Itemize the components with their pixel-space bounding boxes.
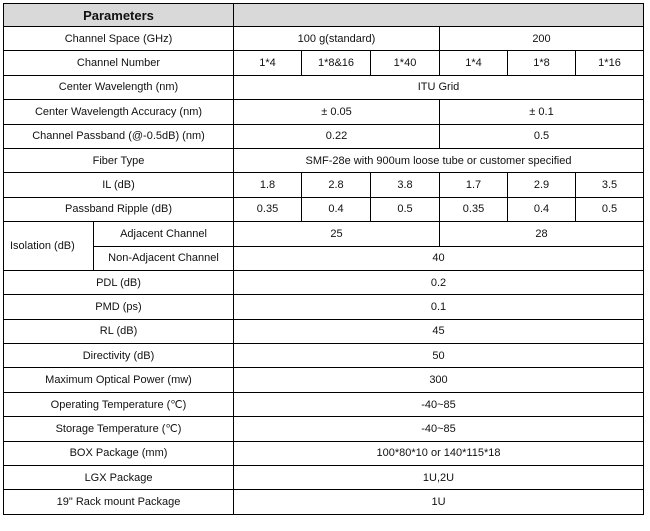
cell-value: 1U,2U xyxy=(234,466,644,490)
row-label: BOX Package (mm) xyxy=(4,441,234,465)
cell-value: 0.4 xyxy=(302,197,371,221)
row-label: 19" Rack mount Package xyxy=(4,490,234,514)
cell-value: 45 xyxy=(234,319,644,343)
table-row xyxy=(4,173,644,197)
cell-value: 2.9 xyxy=(508,173,576,197)
cell-value: 40 xyxy=(234,246,644,270)
row-label: Storage Temperature (℃) xyxy=(4,417,234,441)
table-row xyxy=(4,27,644,51)
table-row xyxy=(4,246,644,270)
isolation-label: Isolation (dB) xyxy=(4,222,94,271)
cell-value: 0.5 xyxy=(576,197,644,221)
row-label: Channel Space (GHz) xyxy=(4,27,234,51)
cell-value: 300 xyxy=(234,368,644,392)
row-label: Channel Number xyxy=(4,51,234,75)
table-row xyxy=(4,51,644,75)
cell-value: 1.7 xyxy=(440,173,508,197)
values-header xyxy=(234,4,644,27)
row-label: Directivity (dB) xyxy=(4,344,234,368)
table-row xyxy=(4,490,644,514)
cell-value: 2.8 xyxy=(302,173,371,197)
table-row xyxy=(4,368,644,392)
table-row xyxy=(4,75,644,99)
cell-value: 0.2 xyxy=(234,270,644,294)
table-row xyxy=(4,392,644,416)
table-row xyxy=(4,466,644,490)
row-label: LGX Package xyxy=(4,466,234,490)
cell-value: 0.1 xyxy=(234,295,644,319)
row-label: Center Wavelength (nm) xyxy=(4,75,234,99)
cell-value: 1*8&16 xyxy=(302,51,371,75)
cell-value: 0.35 xyxy=(440,197,508,221)
table-row xyxy=(4,124,644,148)
cell-value: -40~85 xyxy=(234,417,644,441)
cell-value: 100*80*10 or 140*115*18 xyxy=(234,441,644,465)
parameters-header: Parameters xyxy=(4,4,234,27)
row-label: Operating Temperature (℃) xyxy=(4,392,234,416)
cell-value: -40~85 xyxy=(234,392,644,416)
cell-value: 1*16 xyxy=(576,51,644,75)
cell-value: 1U xyxy=(234,490,644,514)
cell-value: 3.8 xyxy=(371,173,440,197)
cell-value: 200 xyxy=(440,27,644,51)
table-row xyxy=(4,100,644,124)
cell-value: 0.5 xyxy=(371,197,440,221)
cell-value: ± 0.1 xyxy=(440,100,644,124)
row-label: IL (dB) xyxy=(4,173,234,197)
table-row xyxy=(4,222,644,246)
row-label: Fiber Type xyxy=(4,148,234,172)
row-label: Maximum Optical Power (mw) xyxy=(4,368,234,392)
row-label: Center Wavelength Accuracy (nm) xyxy=(4,100,234,124)
spec-table-container xyxy=(3,3,644,515)
row-label: RL (dB) xyxy=(4,319,234,343)
row-label: PMD (ps) xyxy=(4,295,234,319)
cell-value: 0.22 xyxy=(234,124,440,148)
cell-value: SMF-28e with 900um loose tube or customer specified xyxy=(234,148,644,172)
cell-value: 100 g(standard) xyxy=(234,27,440,51)
row-sublabel: Non-Adjacent Channel xyxy=(94,246,234,270)
row-sublabel: Adjacent Channel xyxy=(94,222,234,246)
cell-value: 28 xyxy=(440,222,644,246)
cell-value: 3.5 xyxy=(576,173,644,197)
cell-value: 1*8 xyxy=(508,51,576,75)
cell-value: ITU Grid xyxy=(234,75,644,99)
cell-value: ± 0.05 xyxy=(234,100,440,124)
cell-value: 1*40 xyxy=(371,51,440,75)
cell-value: 0.4 xyxy=(508,197,576,221)
row-label: Passband Ripple (dB) xyxy=(4,197,234,221)
table-row xyxy=(4,197,644,221)
specifications-table xyxy=(3,3,644,515)
table-row xyxy=(4,319,644,343)
table-row xyxy=(4,344,644,368)
cell-value: 0.5 xyxy=(440,124,644,148)
table-row xyxy=(4,295,644,319)
header-row xyxy=(4,4,644,27)
cell-value: 25 xyxy=(234,222,440,246)
table-row xyxy=(4,148,644,172)
row-label: Channel Passband (@-0.5dB) (nm) xyxy=(4,124,234,148)
cell-value: 0.35 xyxy=(234,197,302,221)
table-row xyxy=(4,417,644,441)
row-label: PDL (dB) xyxy=(4,270,234,294)
table-row xyxy=(4,270,644,294)
table-row xyxy=(4,441,644,465)
cell-value: 1*4 xyxy=(234,51,302,75)
cell-value: 50 xyxy=(234,344,644,368)
cell-value: 1*4 xyxy=(440,51,508,75)
cell-value: 1.8 xyxy=(234,173,302,197)
